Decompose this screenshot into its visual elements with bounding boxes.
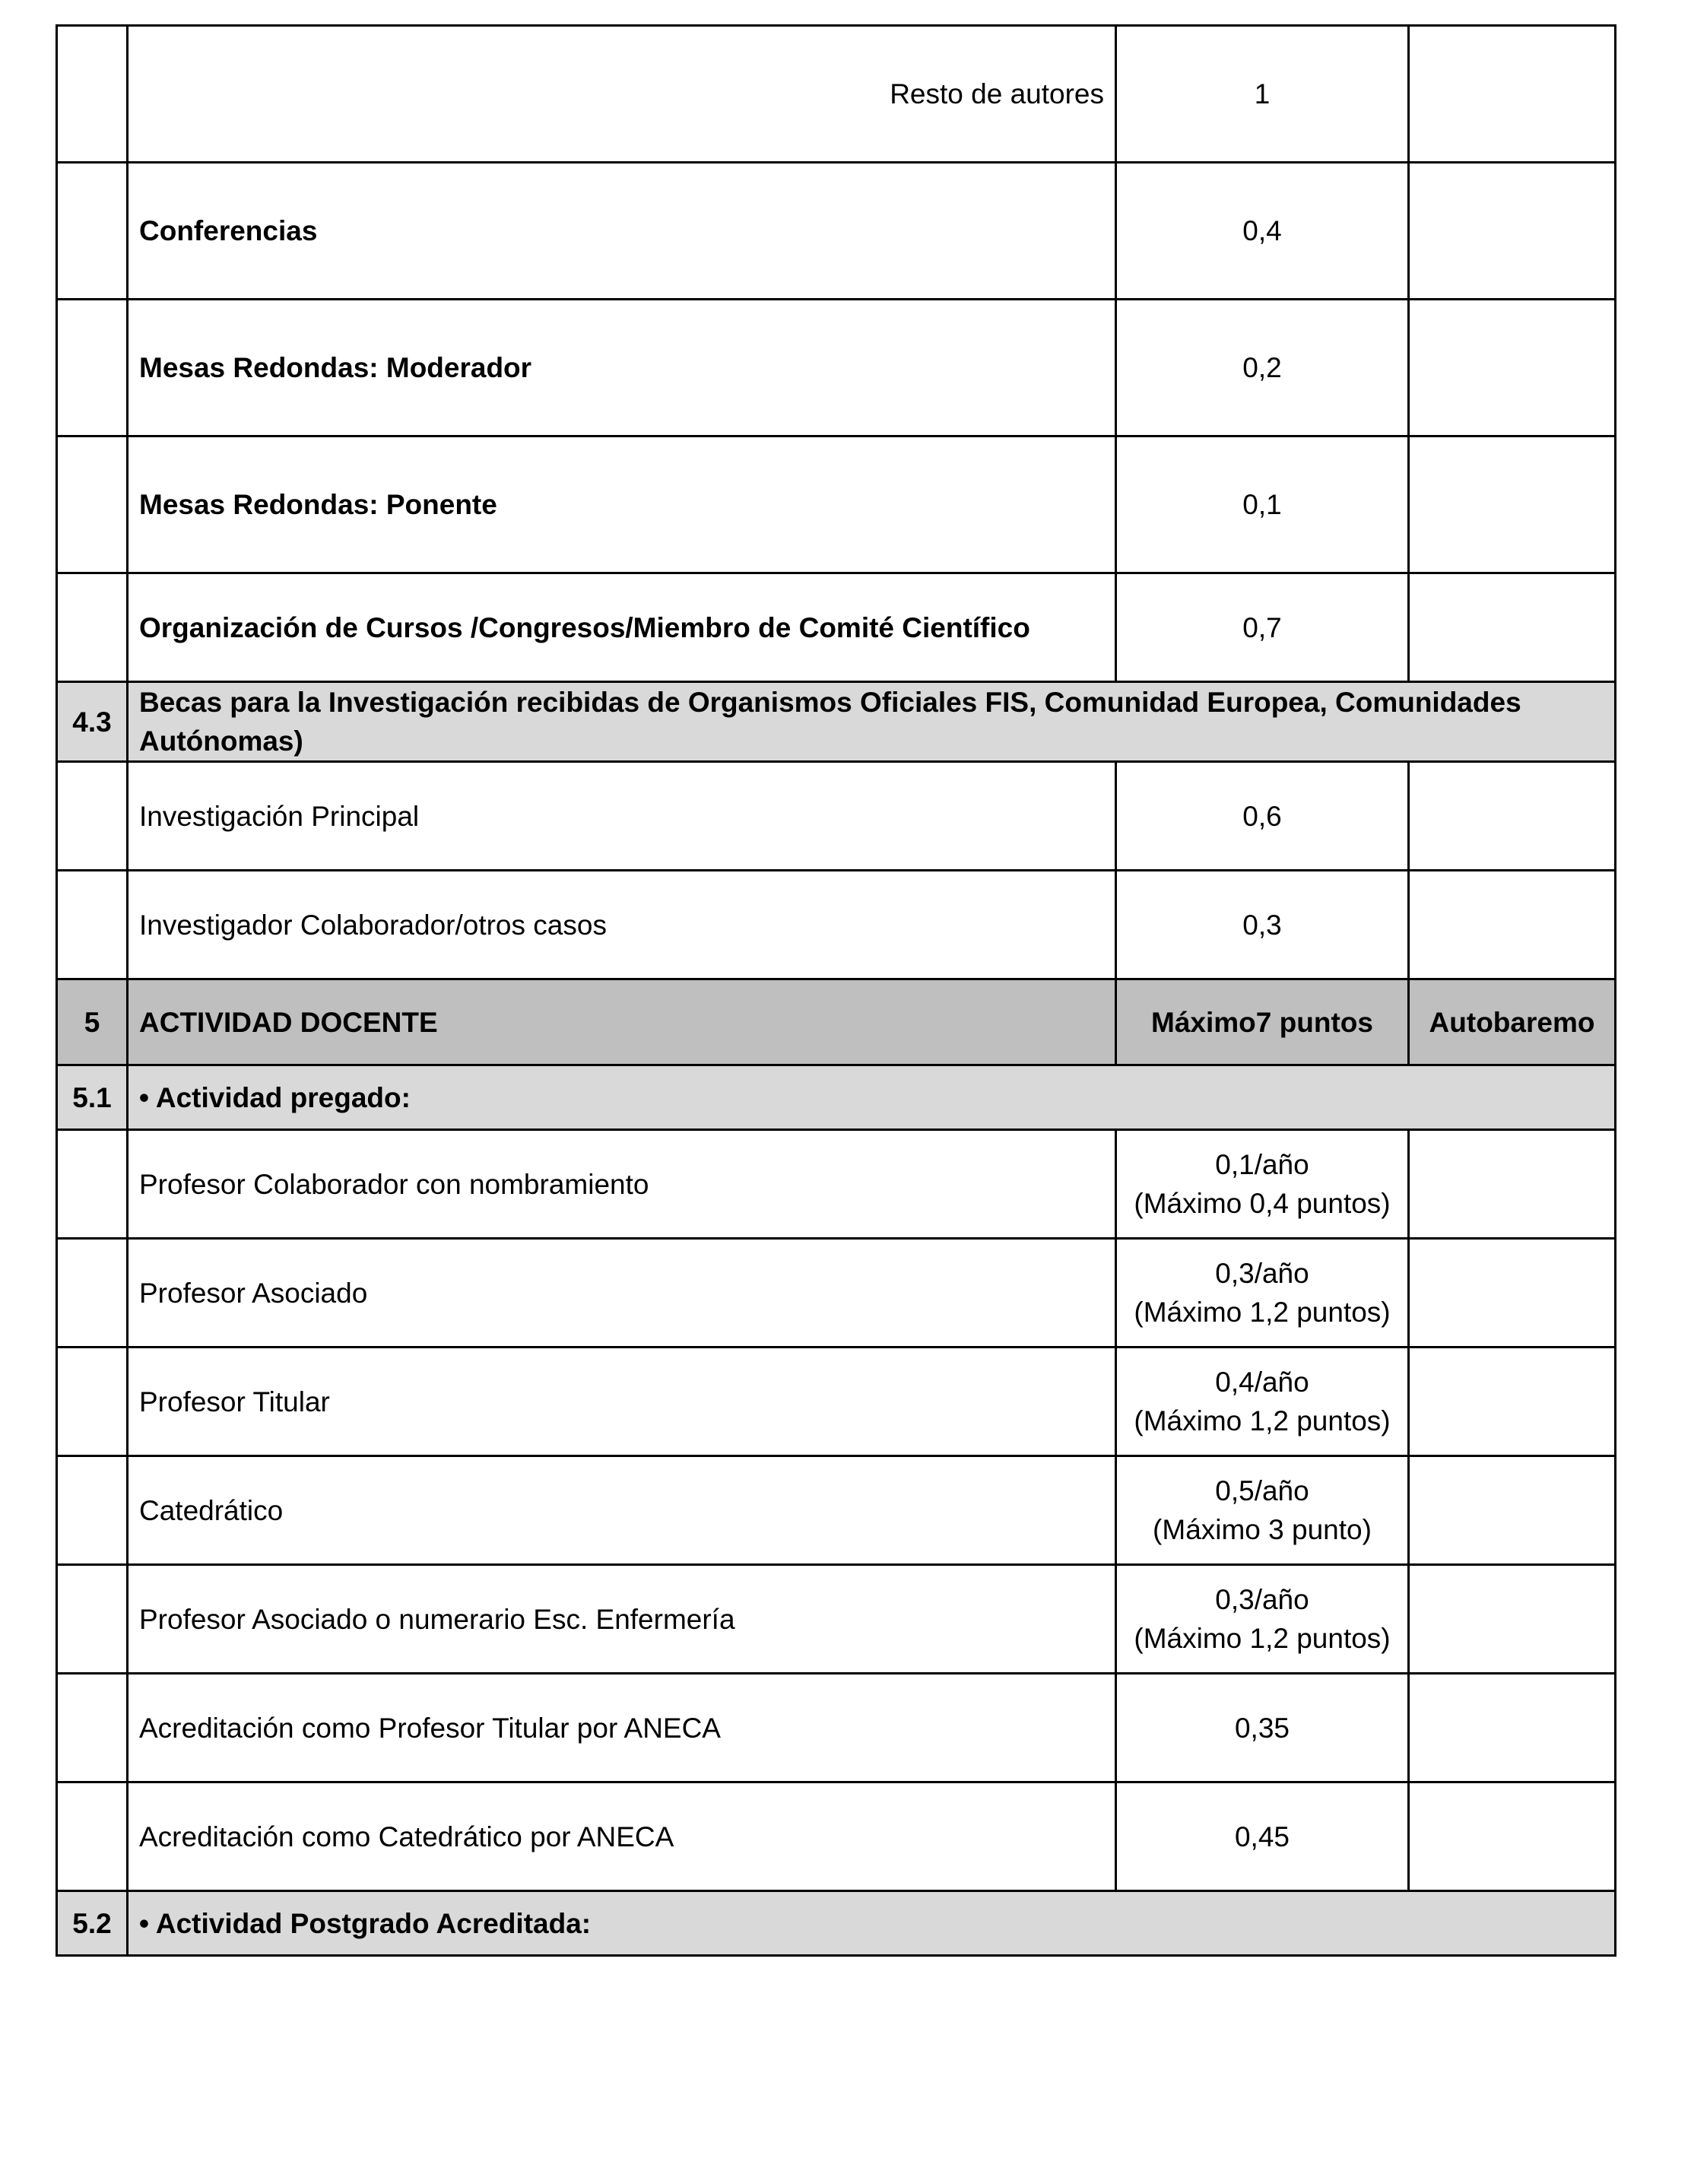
section-number: 5.1: [57, 1065, 128, 1130]
row-points: 0,6: [1116, 762, 1409, 871]
row-number: [57, 26, 128, 163]
row-description: Mesas Redondas: Moderador: [128, 300, 1116, 436]
row-number: [57, 1456, 128, 1565]
row-number: [57, 163, 128, 300]
points-max-note: (Máximo 1,2 puntos): [1134, 1623, 1391, 1654]
row-number: [57, 1674, 128, 1782]
row-number: [57, 573, 128, 682]
row-points: 0,2: [1116, 300, 1409, 436]
row-description: Profesor Asociado o numerario Esc. Enfermería: [128, 1565, 1116, 1674]
row-autobaremo-cell[interactable]: [1409, 871, 1616, 979]
row-number: [57, 1239, 128, 1348]
row-points: 0,35: [1116, 1674, 1409, 1782]
points-value: 0,5/año: [1215, 1475, 1309, 1506]
row-autobaremo-cell[interactable]: [1409, 163, 1616, 300]
row-points: 1: [1116, 26, 1409, 163]
section-title: Becas para la Investigación recibidas de Organismos Oficiales FIS, Comunidad Europea, Comunidades Autónomas): [128, 682, 1616, 762]
section-title: • Actividad Postgrado Acreditada:: [128, 1891, 1616, 1956]
table-row: [57, 1130, 1616, 1239]
row-number: [57, 871, 128, 979]
table-row: [57, 871, 1616, 979]
section-row-5-1: [57, 1065, 1616, 1130]
points-value: 0,4/año: [1215, 1367, 1309, 1398]
table-row: [57, 573, 1616, 682]
row-points: 0,1: [1116, 436, 1409, 573]
row-autobaremo-cell[interactable]: [1409, 436, 1616, 573]
row-autobaremo-cell[interactable]: [1409, 1239, 1616, 1348]
row-description: Profesor Titular: [128, 1348, 1116, 1456]
row-autobaremo-cell[interactable]: [1409, 1565, 1616, 1674]
points-max-note: (Máximo 1,2 puntos): [1134, 1405, 1391, 1436]
row-number: [57, 1782, 128, 1891]
table-row: [57, 1674, 1616, 1782]
table-row: [57, 1348, 1616, 1456]
row-description: Resto de autores: [128, 26, 1116, 163]
row-description: Investigación Principal: [128, 762, 1116, 871]
row-points: 0,3: [1116, 871, 1409, 979]
row-number: [57, 762, 128, 871]
row-autobaremo-cell[interactable]: [1409, 573, 1616, 682]
points-max-note: (Máximo 0,4 puntos): [1134, 1188, 1391, 1219]
row-autobaremo-cell[interactable]: [1409, 1348, 1616, 1456]
section-number: 4.3: [57, 682, 128, 762]
row-number: [57, 1348, 128, 1456]
row-autobaremo-cell[interactable]: [1409, 1456, 1616, 1565]
section-row-4-3: [57, 682, 1616, 762]
section-header-row-5: [57, 979, 1616, 1065]
autobaremo-header: Autobaremo: [1409, 979, 1616, 1065]
row-autobaremo-cell[interactable]: [1409, 26, 1616, 163]
row-autobaremo-cell[interactable]: [1409, 762, 1616, 871]
section-row-5-2: [57, 1891, 1616, 1956]
row-points: 0,7: [1116, 573, 1409, 682]
row-number: [57, 300, 128, 436]
table-row: [57, 1782, 1616, 1891]
table-row: [57, 436, 1616, 573]
max-points-header: Máximo7 puntos: [1116, 979, 1409, 1065]
points-value: 0,1/año: [1215, 1149, 1309, 1180]
row-autobaremo-cell[interactable]: [1409, 1130, 1616, 1239]
row-number: [57, 436, 128, 573]
table-row: [57, 1239, 1616, 1348]
section-title: ACTIVIDAD DOCENTE: [128, 979, 1116, 1065]
section-number: 5.2: [57, 1891, 128, 1956]
section-title: • Actividad pregado:: [128, 1065, 1616, 1130]
table-row: [57, 1456, 1616, 1565]
points-max-note: (Máximo 1,2 puntos): [1134, 1297, 1391, 1328]
row-points: [1116, 1456, 1409, 1565]
row-points: [1116, 1130, 1409, 1239]
points-value: 0,3/año: [1215, 1584, 1309, 1615]
row-description: Organización de Cursos /Congresos/Miembro de Comité Científico: [128, 573, 1116, 682]
row-autobaremo-cell[interactable]: [1409, 1782, 1616, 1891]
row-points: 0,4: [1116, 163, 1409, 300]
row-number: [57, 1130, 128, 1239]
row-description: Acreditación como Catedrático por ANECA: [128, 1782, 1116, 1891]
table-row: [57, 1565, 1616, 1674]
row-points: [1116, 1239, 1409, 1348]
table-row: [57, 300, 1616, 436]
row-points: [1116, 1565, 1409, 1674]
row-autobaremo-cell[interactable]: [1409, 300, 1616, 436]
row-description: Acreditación como Profesor Titular por ANECA: [128, 1674, 1116, 1782]
row-description: Profesor Asociado: [128, 1239, 1116, 1348]
table-row: [57, 163, 1616, 300]
row-description: Catedrático: [128, 1456, 1116, 1565]
table-row: [57, 762, 1616, 871]
row-number: [57, 1565, 128, 1674]
row-description: Investigador Colaborador/otros casos: [128, 871, 1116, 979]
row-description: Profesor Colaborador con nombramiento: [128, 1130, 1116, 1239]
row-points: [1116, 1348, 1409, 1456]
table-row: [57, 26, 1616, 163]
row-description: Mesas Redondas: Ponente: [128, 436, 1116, 573]
scoring-table: [56, 24, 1616, 1957]
row-points: 0,45: [1116, 1782, 1409, 1891]
points-value: 0,3/año: [1215, 1258, 1309, 1289]
row-description: Conferencias: [128, 163, 1116, 300]
points-max-note: (Máximo 3 punto): [1153, 1514, 1372, 1545]
section-number: 5: [57, 979, 128, 1065]
row-autobaremo-cell[interactable]: [1409, 1674, 1616, 1782]
